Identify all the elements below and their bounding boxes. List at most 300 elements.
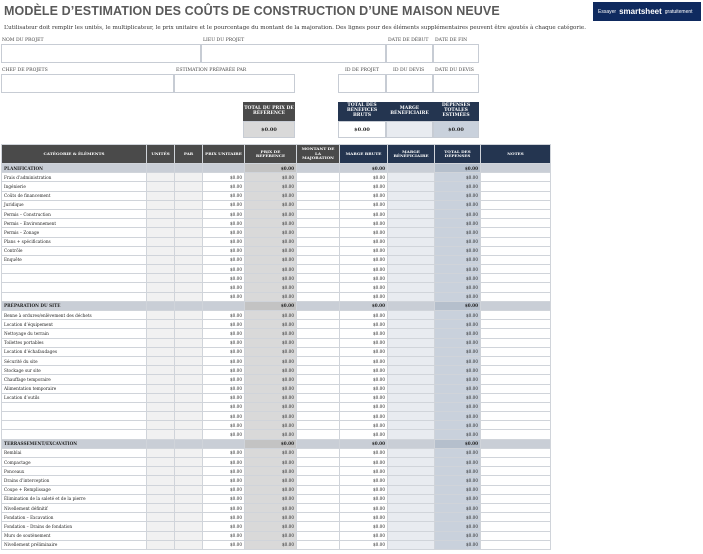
item-per[interactable] [175, 412, 203, 421]
item-markup[interactable] [297, 356, 340, 365]
item-unit-price[interactable]: $0.00 [203, 219, 245, 228]
item-unit-price[interactable]: $0.00 [203, 283, 245, 292]
item-profit-margin [388, 393, 435, 402]
item-per[interactable] [175, 503, 203, 512]
item-markup[interactable] [297, 485, 340, 494]
item-units[interactable] [147, 274, 175, 283]
item-per[interactable] [175, 458, 203, 467]
item-notes[interactable] [481, 402, 551, 411]
item-per[interactable] [175, 329, 203, 338]
item-ref-price: $0.00 [245, 503, 297, 512]
item-notes[interactable] [481, 458, 551, 467]
item-total: $0.00 [435, 292, 481, 301]
item-name[interactable]: Contrôle [2, 246, 147, 255]
section-markup [297, 301, 340, 310]
item-notes[interactable] [481, 375, 551, 384]
item-profit-margin [388, 246, 435, 255]
item-per[interactable] [175, 173, 203, 182]
item-units[interactable] [147, 366, 175, 375]
item-unit-price[interactable]: $0.00 [203, 182, 245, 191]
item-name[interactable]: Coûts de financement [2, 191, 147, 200]
item-markup[interactable] [297, 458, 340, 467]
item-name[interactable]: Frais d’administration [2, 173, 147, 182]
item-total: $0.00 [435, 274, 481, 283]
item-markup[interactable] [297, 265, 340, 274]
item-units[interactable] [147, 311, 175, 320]
item-markup[interactable] [297, 448, 340, 457]
item-notes[interactable] [481, 347, 551, 356]
item-per[interactable] [175, 513, 203, 522]
gross-profit-value: $0.00 [338, 121, 386, 138]
item-gross-margin: $0.00 [340, 384, 388, 393]
item-unit-price[interactable]: $0.00 [203, 191, 245, 200]
item-unit-price[interactable]: $0.00 [203, 531, 245, 540]
quote-id-label: ID DU DEVIS [393, 68, 425, 73]
section-unit-price [203, 439, 245, 448]
item-per[interactable] [175, 191, 203, 200]
item-name[interactable]: Enquête [2, 255, 147, 264]
item-units[interactable] [147, 412, 175, 421]
item-units[interactable] [147, 209, 175, 218]
item-gross-margin: $0.00 [340, 448, 388, 457]
project-id-label: ID DE PROJET [345, 68, 380, 73]
item-profit-margin [388, 329, 435, 338]
item-markup[interactable] [297, 503, 340, 512]
item-total: $0.00 [435, 412, 481, 421]
item-unit-price[interactable]: $0.00 [203, 329, 245, 338]
item-unit-price[interactable]: $0.00 [203, 246, 245, 255]
item-markup[interactable] [297, 393, 340, 402]
item-units[interactable] [147, 228, 175, 237]
section-per [175, 301, 203, 310]
item-name[interactable]: Coupe + Remplissage [2, 485, 147, 494]
item-per[interactable] [175, 375, 203, 384]
item-per[interactable] [175, 274, 203, 283]
item-units[interactable] [147, 356, 175, 365]
item-profit-margin [388, 274, 435, 283]
item-markup[interactable] [297, 228, 340, 237]
item-unit-price[interactable]: $0.00 [203, 209, 245, 218]
item-per[interactable] [175, 540, 203, 549]
item-notes[interactable] [481, 329, 551, 338]
item-name[interactable]: Remblai [2, 448, 147, 457]
item-name[interactable]: Permis – Construction [2, 209, 147, 218]
item-ref-price: $0.00 [245, 237, 297, 246]
item-per[interactable] [175, 320, 203, 329]
item-units[interactable] [147, 476, 175, 485]
item-per[interactable] [175, 200, 203, 209]
item-gross-margin: $0.00 [340, 191, 388, 200]
item-markup[interactable] [297, 182, 340, 191]
item-per[interactable] [175, 485, 203, 494]
item-name[interactable] [2, 430, 147, 439]
item-markup[interactable] [297, 531, 340, 540]
item-gross-margin: $0.00 [340, 292, 388, 301]
item-per[interactable] [175, 292, 203, 301]
item-notes[interactable] [481, 421, 551, 430]
item-markup[interactable] [297, 237, 340, 246]
item-units[interactable] [147, 219, 175, 228]
item-notes[interactable] [481, 292, 551, 301]
item-unit-price[interactable]: $0.00 [203, 430, 245, 439]
item-per[interactable] [175, 421, 203, 430]
item-units[interactable] [147, 246, 175, 255]
item-per[interactable] [175, 255, 203, 264]
item-gross-margin: $0.00 [340, 531, 388, 540]
item-per[interactable] [175, 338, 203, 347]
item-units[interactable] [147, 384, 175, 393]
item-total: $0.00 [435, 531, 481, 540]
item-unit-price[interactable]: $0.00 [203, 320, 245, 329]
item-unit-price[interactable]: $0.00 [203, 421, 245, 430]
item-units[interactable] [147, 265, 175, 274]
item-name[interactable]: Nivellement définitif [2, 503, 147, 512]
item-notes[interactable] [481, 356, 551, 365]
table-row [2, 191, 551, 200]
item-per[interactable] [175, 494, 203, 503]
item-total: $0.00 [435, 402, 481, 411]
item-name[interactable]: Juridique [2, 200, 147, 209]
item-name[interactable]: Benne à ordures/enlèvement des déchets [2, 311, 147, 320]
item-notes[interactable] [481, 494, 551, 503]
item-units[interactable] [147, 200, 175, 209]
item-units[interactable] [147, 191, 175, 200]
item-units[interactable] [147, 421, 175, 430]
item-units[interactable] [147, 503, 175, 512]
item-notes[interactable] [481, 320, 551, 329]
item-unit-price[interactable]: $0.00 [203, 200, 245, 209]
item-units[interactable] [147, 237, 175, 246]
quote-id-input[interactable] [386, 74, 433, 93]
item-per[interactable] [175, 448, 203, 457]
item-unit-price[interactable]: $0.00 [203, 265, 245, 274]
item-notes[interactable] [481, 311, 551, 320]
item-markup[interactable] [297, 467, 340, 476]
item-unit-price[interactable]: $0.00 [203, 292, 245, 301]
item-notes[interactable] [481, 283, 551, 292]
item-name[interactable]: Location d’outils [2, 393, 147, 402]
item-per[interactable] [175, 402, 203, 411]
item-name[interactable]: Compactage [2, 458, 147, 467]
item-units[interactable] [147, 522, 175, 531]
project-location-input[interactable] [201, 44, 386, 63]
item-markup[interactable] [297, 255, 340, 264]
item-total: $0.00 [435, 513, 481, 522]
item-notes[interactable] [481, 522, 551, 531]
item-total: $0.00 [435, 430, 481, 439]
item-name[interactable] [2, 292, 147, 301]
item-units[interactable] [147, 255, 175, 264]
item-notes[interactable] [481, 476, 551, 485]
item-notes[interactable] [481, 265, 551, 274]
item-total: $0.00 [435, 237, 481, 246]
item-unit-price[interactable]: $0.00 [203, 448, 245, 457]
item-units[interactable] [147, 182, 175, 191]
item-name[interactable] [2, 412, 147, 421]
item-notes[interactable] [481, 393, 551, 402]
item-unit-price[interactable]: $0.00 [203, 458, 245, 467]
section-notes [481, 439, 551, 448]
item-name[interactable] [2, 421, 147, 430]
item-markup[interactable] [297, 200, 340, 209]
item-markup[interactable] [297, 338, 340, 347]
item-markup[interactable] [297, 366, 340, 375]
item-markup[interactable] [297, 320, 340, 329]
item-name[interactable]: Fondation – Drains de fondation [2, 522, 147, 531]
item-name[interactable]: Fondation – Excavation [2, 513, 147, 522]
item-markup[interactable] [297, 347, 340, 356]
item-name[interactable]: Ingénierie [2, 182, 147, 191]
item-units[interactable] [147, 292, 175, 301]
item-markup[interactable] [297, 209, 340, 218]
item-unit-price[interactable]: $0.00 [203, 347, 245, 356]
item-name[interactable]: Toilettes portables [2, 338, 147, 347]
item-name[interactable]: Sécurité du site [2, 356, 147, 365]
project-name-input[interactable] [1, 44, 201, 63]
item-name[interactable]: Permis – Zonage [2, 228, 147, 237]
item-profit-margin [388, 255, 435, 264]
item-name[interactable]: Location d’échafaudages [2, 347, 147, 356]
item-markup[interactable] [297, 292, 340, 301]
item-markup[interactable] [297, 173, 340, 182]
smartsheet-banner[interactable] [593, 2, 701, 21]
banner-free: gratuitement [664, 8, 693, 15]
item-unit-price[interactable]: $0.00 [203, 513, 245, 522]
item-notes[interactable] [481, 513, 551, 522]
item-unit-price[interactable]: $0.00 [203, 366, 245, 375]
item-per[interactable] [175, 347, 203, 356]
project-manager-input[interactable] [1, 74, 174, 93]
item-name[interactable] [2, 283, 147, 292]
item-unit-price[interactable]: $0.00 [203, 393, 245, 402]
item-units[interactable] [147, 448, 175, 457]
item-units[interactable] [147, 393, 175, 402]
item-markup[interactable] [297, 191, 340, 200]
section-unit-price [203, 301, 245, 310]
item-name[interactable]: Stockage sur site [2, 366, 147, 375]
item-notes[interactable] [481, 173, 551, 182]
table-row [2, 320, 551, 329]
item-unit-price[interactable]: $0.00 [203, 540, 245, 549]
item-markup[interactable] [297, 412, 340, 421]
item-units[interactable] [147, 540, 175, 549]
item-unit-price[interactable]: $0.00 [203, 173, 245, 182]
item-name[interactable]: Chauffage temporaire [2, 375, 147, 384]
item-notes[interactable] [481, 338, 551, 347]
item-notes[interactable] [481, 531, 551, 540]
item-name[interactable] [2, 402, 147, 411]
item-notes[interactable] [481, 246, 551, 255]
item-per[interactable] [175, 311, 203, 320]
project-id-input[interactable] [338, 74, 386, 93]
item-notes[interactable] [481, 274, 551, 283]
item-unit-price[interactable]: $0.00 [203, 274, 245, 283]
item-notes[interactable] [481, 430, 551, 439]
item-unit-price[interactable]: $0.00 [203, 476, 245, 485]
item-per[interactable] [175, 246, 203, 255]
item-name[interactable] [2, 274, 147, 283]
item-name[interactable]: Plans + spécifications [2, 237, 147, 246]
quote-date-input[interactable] [433, 74, 479, 93]
end-date-input[interactable] [433, 44, 479, 63]
item-markup[interactable] [297, 494, 340, 503]
item-unit-price[interactable]: $0.00 [203, 522, 245, 531]
item-markup[interactable] [297, 384, 340, 393]
item-markup[interactable] [297, 522, 340, 531]
item-per[interactable] [175, 283, 203, 292]
item-gross-margin: $0.00 [340, 430, 388, 439]
section-name: PLANIFICATION [2, 164, 147, 173]
section-unit-price [203, 164, 245, 173]
item-notes[interactable] [481, 255, 551, 264]
item-unit-price[interactable]: $0.00 [203, 494, 245, 503]
item-markup[interactable] [297, 219, 340, 228]
item-unit-price[interactable]: $0.00 [203, 412, 245, 421]
item-notes[interactable] [481, 237, 551, 246]
item-unit-price[interactable]: $0.00 [203, 485, 245, 494]
item-unit-price[interactable]: $0.00 [203, 237, 245, 246]
col-profit-margin: MARGE BÉNÉFICIAIRE [388, 145, 435, 164]
item-name[interactable]: Drains d’interception [2, 476, 147, 485]
item-profit-margin [388, 458, 435, 467]
table-row [2, 228, 551, 237]
item-per[interactable] [175, 522, 203, 531]
item-per[interactable] [175, 430, 203, 439]
item-name[interactable]: Murs de soutènement [2, 531, 147, 540]
item-total: $0.00 [435, 366, 481, 375]
col-notes: NOTES [481, 145, 551, 164]
item-units[interactable] [147, 467, 175, 476]
item-notes[interactable] [481, 467, 551, 476]
item-markup[interactable] [297, 540, 340, 549]
item-profit-margin [388, 320, 435, 329]
start-date-input[interactable] [386, 44, 433, 63]
item-markup[interactable] [297, 274, 340, 283]
item-unit-price[interactable]: $0.00 [203, 467, 245, 476]
item-notes[interactable] [481, 503, 551, 512]
estimate-by-input[interactable] [174, 74, 295, 93]
item-notes[interactable] [481, 384, 551, 393]
item-ref-price: $0.00 [245, 430, 297, 439]
table-row [2, 476, 551, 485]
item-gross-margin: $0.00 [340, 209, 388, 218]
item-total: $0.00 [435, 219, 481, 228]
item-name[interactable] [2, 265, 147, 274]
item-per[interactable] [175, 182, 203, 191]
item-unit-price[interactable]: $0.00 [203, 375, 245, 384]
item-name[interactable]: Ponceaux [2, 467, 147, 476]
item-units[interactable] [147, 173, 175, 182]
item-units[interactable] [147, 494, 175, 503]
item-name[interactable]: Location d’équipement [2, 320, 147, 329]
item-ref-price: $0.00 [245, 292, 297, 301]
item-gross-margin: $0.00 [340, 503, 388, 512]
item-unit-price[interactable]: $0.00 [203, 402, 245, 411]
item-notes[interactable] [481, 219, 551, 228]
item-per[interactable] [175, 228, 203, 237]
item-per[interactable] [175, 467, 203, 476]
item-notes[interactable] [481, 182, 551, 191]
item-units[interactable] [147, 430, 175, 439]
item-unit-price[interactable]: $0.00 [203, 356, 245, 365]
item-profit-margin [388, 448, 435, 457]
item-name[interactable]: Permis – Environnement [2, 219, 147, 228]
item-markup[interactable] [297, 311, 340, 320]
item-units[interactable] [147, 513, 175, 522]
item-per[interactable] [175, 209, 203, 218]
item-notes[interactable] [481, 485, 551, 494]
table-row [2, 292, 551, 301]
item-units[interactable] [147, 283, 175, 292]
item-gross-margin: $0.00 [340, 219, 388, 228]
item-per[interactable] [175, 265, 203, 274]
item-per[interactable] [175, 384, 203, 393]
item-units[interactable] [147, 531, 175, 540]
section-row [2, 439, 551, 448]
item-per[interactable] [175, 356, 203, 365]
item-per[interactable] [175, 219, 203, 228]
item-units[interactable] [147, 347, 175, 356]
item-markup[interactable] [297, 430, 340, 439]
item-per[interactable] [175, 476, 203, 485]
margin-label: MARGE BÉNÉFICIAIRE [386, 102, 433, 121]
table-row [2, 366, 551, 375]
item-notes[interactable] [481, 448, 551, 457]
item-notes[interactable] [481, 366, 551, 375]
item-name[interactable]: Nettoyage du terrain [2, 329, 147, 338]
item-notes[interactable] [481, 200, 551, 209]
item-markup[interactable] [297, 476, 340, 485]
item-units[interactable] [147, 329, 175, 338]
item-notes[interactable] [481, 412, 551, 421]
item-units[interactable] [147, 338, 175, 347]
item-profit-margin [388, 476, 435, 485]
item-unit-price[interactable]: $0.00 [203, 503, 245, 512]
item-name[interactable]: Alimentation temporaire [2, 384, 147, 393]
item-markup[interactable] [297, 402, 340, 411]
item-name[interactable]: Nivellement préliminaire [2, 540, 147, 549]
item-notes[interactable] [481, 540, 551, 549]
item-units[interactable] [147, 485, 175, 494]
item-markup[interactable] [297, 329, 340, 338]
item-unit-price[interactable]: $0.00 [203, 338, 245, 347]
item-name[interactable]: Élimination de la saleté et de la pierre [2, 494, 147, 503]
item-total: $0.00 [435, 191, 481, 200]
item-unit-price[interactable]: $0.00 [203, 228, 245, 237]
item-units[interactable] [147, 375, 175, 384]
item-markup[interactable] [297, 513, 340, 522]
item-notes[interactable] [481, 191, 551, 200]
item-per[interactable] [175, 393, 203, 402]
item-unit-price[interactable]: $0.00 [203, 384, 245, 393]
item-units[interactable] [147, 320, 175, 329]
item-per[interactable] [175, 366, 203, 375]
item-markup[interactable] [297, 246, 340, 255]
item-markup[interactable] [297, 421, 340, 430]
item-unit-price[interactable]: $0.00 [203, 311, 245, 320]
item-units[interactable] [147, 458, 175, 467]
item-notes[interactable] [481, 228, 551, 237]
item-profit-margin [388, 283, 435, 292]
item-units[interactable] [147, 402, 175, 411]
item-notes[interactable] [481, 209, 551, 218]
item-unit-price[interactable]: $0.00 [203, 255, 245, 264]
item-markup[interactable] [297, 375, 340, 384]
item-per[interactable] [175, 237, 203, 246]
item-total: $0.00 [435, 448, 481, 457]
item-markup[interactable] [297, 283, 340, 292]
item-per[interactable] [175, 531, 203, 540]
